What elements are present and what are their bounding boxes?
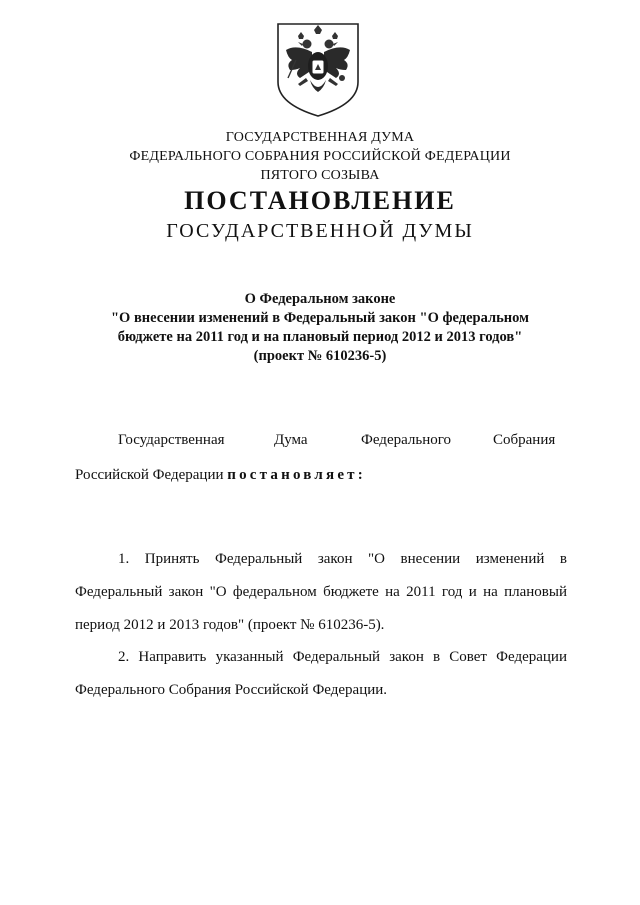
preamble-word-4: Собрания [493, 432, 556, 448]
item-1-line-3: период 2012 и 2013 годов" (проект № 610236-5). [75, 617, 385, 633]
preamble-word-3: Федерального [361, 432, 452, 448]
subject-line-3: бюджете на 2011 год и на плановый период 2012 и 2013 годов" [117, 329, 523, 345]
header-line-1: ГОСУДАРСТВЕННАЯ ДУМА [225, 130, 415, 145]
item-2-line-1: 2. Направить указанный Федеральный закон в Совет Федерации [118, 649, 567, 665]
preamble-word-2: Дума [274, 432, 308, 448]
issuing-body-header [0, 128, 640, 185]
resolution-item-1 [75, 543, 567, 642]
header-line-2: ФЕДЕРАЛЬНОГО СОБРАНИЯ РОССИЙСКОЙ ФЕДЕРАЦИИ [129, 149, 511, 164]
subject-line-2: "О внесении изменений в Федеральный закон "О федеральном [110, 310, 529, 326]
header-line-3: ПЯТОГО СОЗЫВА [260, 168, 380, 183]
document-subtitle: ГОСУДАРСТВЕННОЙ ДУМЫ [166, 220, 474, 242]
preamble-line-2 [75, 467, 366, 484]
subject-line-4: (проект № 610236-5) [253, 348, 387, 364]
item-2-line-2: Федерального Собрания Российской Федерации. [75, 682, 388, 698]
document-title: ПОСТАНОВЛЕНИЕ [184, 186, 456, 215]
subject-line-1: О Федеральном законе [244, 291, 396, 307]
resolution-item-2 [75, 641, 567, 707]
document-subject [0, 290, 640, 366]
preamble-word-1: Государственная [118, 432, 225, 448]
item-1-line-1: 1. Принять Федеральный закон "О внесении изменений в [118, 551, 567, 567]
russian-coat-of-arms-icon [274, 20, 362, 118]
item-1-line-2: Федеральный закон "О федеральном бюджете на 2011 год и на плановый [75, 584, 567, 600]
decree-word: постановляет: [227, 467, 366, 483]
preamble-line-2-text: Российской Федерации [75, 467, 224, 483]
